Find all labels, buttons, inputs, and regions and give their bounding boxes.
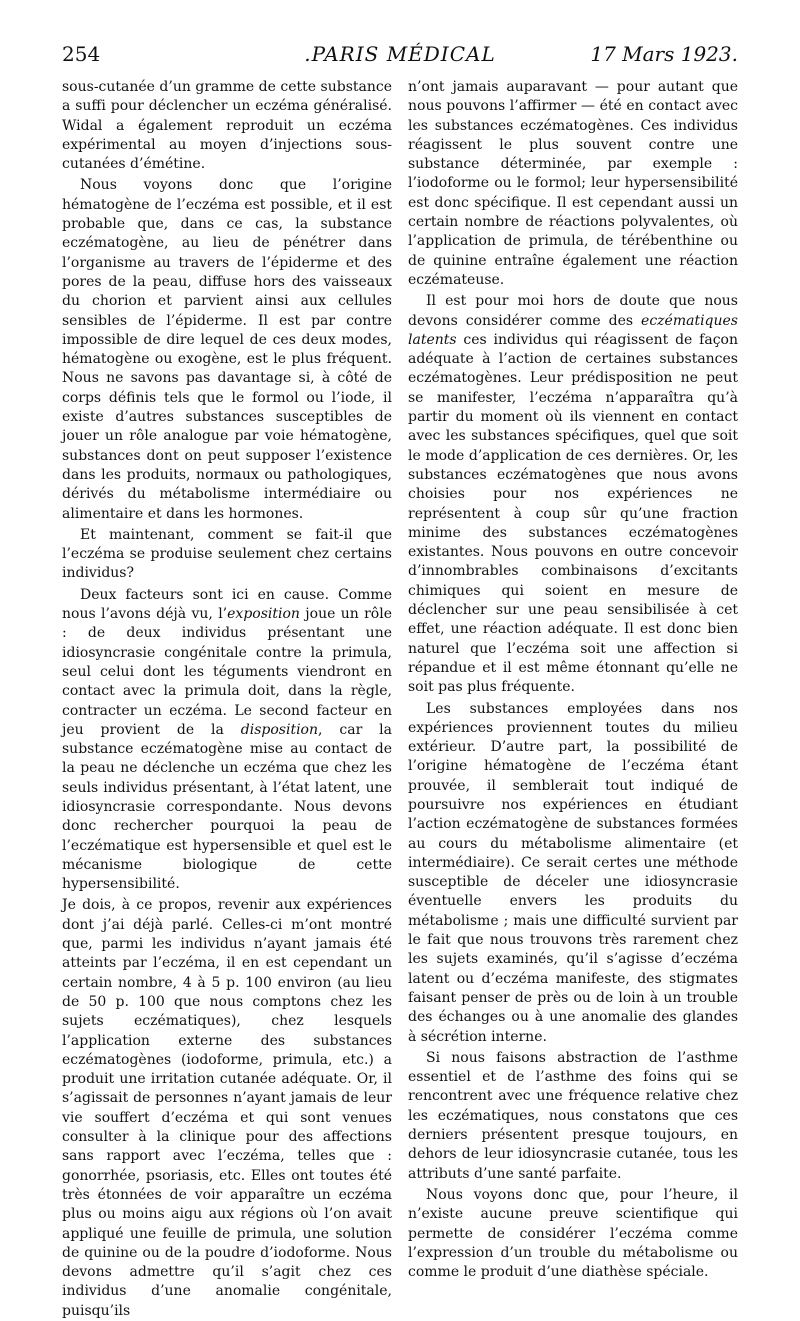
- paragraph: [408, 1049, 738, 1184]
- paragraph: [62, 176, 392, 523]
- issue-date: 17 Mars 1923.: [590, 42, 738, 66]
- text-run: sous-cutanée d’un gramme de cette substance a suffi pour déclencher un eczéma généralisé. Widal a également reproduit un eczéma expérimental au moyen d’injections sous-cutanées d’émétine.: [62, 79, 392, 173]
- paragraph: [408, 292, 738, 697]
- journal-title: .PARIS MÉDICAL: [304, 42, 496, 66]
- paragraph: [408, 700, 738, 1047]
- paragraph: [62, 896, 392, 1321]
- text-run: Les substances employées dans nos expériences proviennent toutes du milieu extérieur. D’autre part, la possibilité de l’origine hématogène de l’eczéma étant prouvée, il semblerait tout indiqué de poursuivre nos expériences en étudiant l’action eczématogène de substances formées au cours du métabolisme alimentaire (et intermédiaire). Ce serait certes une méthode susceptible de déceler une idiosyncrasie éventuelle envers les produits du métabolisme ; mais une difficulté survient par le fait que nous trouvons très rarement chez les sujets examinés, qu’il s’agisse d’eczéma latent ou d’eczéma manifeste, des stigmates faisant penser de près ou de loin à un trouble des échanges ou à une anomalie des glandes à sécrétion interne.: [408, 700, 738, 1045]
- text-run: Et maintenant, comment se fait-il que l’eczéma se produise seulement chez certains individus?: [62, 526, 392, 582]
- paragraph: [408, 78, 738, 290]
- page-number: 254: [62, 42, 101, 66]
- text-run: Deux facteurs sont ici en cause. Comme nous l’avons déjà vu, l’: [62, 586, 392, 623]
- left-column: [62, 78, 392, 1321]
- text-run: n’ont jamais auparavant — pour autant que nous pouvons l’affirmer — été en contact avec les substances eczématogènes. Ces individus réagissent le plus souvent contre une substance déterminée, par exemple : l’iodoforme ou le formol; leur hypersensibilité est donc spécifique. Il est cependant aussi un certain nombre de réactions polyvalentes, où l’application de primula, de térébenthine ou de quinine entraîne également une réaction eczémateuse.: [408, 79, 738, 288]
- text-run: ces individus qui réagissent de façon adéquate à l’action de certaines substances eczématogènes. Leur prédisposition ne peut se manifester, l’eczéma n’apparaîtra qu’à partir du moment où ils viennent en contact avec les substances spécifiques, quel que soit le mode d’application de ces dernières. Or, les substances eczématogènes que nous avons choisies pour nos expériences ne représentent à coup sûr qu’une fraction minime des substances eczématogènes existantes. Nous pouvons en outre concevoir d’innombrables combinaisons d’excitants chimiques qui soient en mesure de déclencher sur une peau sensibilisée à cet effet, une réaction adéquate. Il est donc bien naturel que l’eczéma soit une affection si répandue et il est même étonnant qu’elle ne soit pas plus fréquente.: [408, 331, 738, 696]
- text-run: Si nous faisons abstraction de l’asthme essentiel et de l’asthme des foins qui se rencontrent avec une fréquence relative chez les eczématiques, nous constatons que ces derniers présentent presque toujours, en dehors de leur idiosyncrasie cutanée, tous les attributs d’une santé parfaite.: [408, 1049, 738, 1182]
- paragraph: [62, 586, 392, 895]
- paragraph: [62, 526, 392, 584]
- page-header: [62, 42, 738, 72]
- italic-term: disposition: [240, 721, 319, 738]
- right-column: [408, 78, 738, 1282]
- text-run: Il est pour moi hors de doute que nous devons considérer comme des: [408, 293, 738, 329]
- paragraph: [408, 1186, 738, 1282]
- text-run: Je dois, à ce propos, revenir aux expériences dont j’ai déjà parlé. Celles-ci m’ont montré que, parmi les individus n’ayant jamais été atteints par l’eczéma, il en est cependant un certain nombre, 4 à 5 p. 100 environ (au lieu de 50 p. 100 que nous comptons chez les sujets eczématiques), chez lesquels l’application externe des substances eczématogènes (iodoforme, primula, etc.) a produit une irritation cutanée adéquate. Or, il s’agissait de personnes n’ayant jamais de leur vie souffert d’eczéma et qui sont venues consulter à la clinique pour des affections sans rapport avec l’eczéma, telles que : gonorrhée, psoriasis, etc. Elles ont toutes été très étonnées de voir apparaître un eczéma plus ou moins aigu aux régions où l’on avait appliqué une feuille de primula, une solution de quinine ou de la poudre d’iodoforme. Nous devons admettre qu’il s’agit chez ces individus d’une anomalie congénitale, puisqu’ils: [62, 897, 392, 1319]
- paragraph: [62, 78, 392, 174]
- text-run: Nous voyons donc que, pour l’heure, il n’existe aucune preuve scientifique qui permette de considérer l’eczéma comme l’expression d’un trouble du métabolisme ou comme le produit d’une diathèse spéciale.: [408, 1186, 738, 1281]
- text-run: Nous voyons donc que l’origine hématogène de l’eczéma est possible, et il est probable que, dans ce cas, la substance eczématogène, au lieu de pénétrer dans l’organisme au travers de l’épiderme et des pores de la peau, diffuse hors des vaisseaux du chorion et parvient ainsi aux cellules sensibles de l’épiderme. Il est par contre impossible de dire lequel de ces deux modes, hématogène ou exogène, est le plus fréquent. Nous ne savons pas davantage si, à côté de corps définis tels que le formol ou l’iode, il existe d’autres substances susceptibles de jouer un rôle analogue par voie hématogène, substances dont on peut supposer l’existence dans les produits, normaux ou pathologiques, dérivés du métabolisme intermédiaire ou alimentaire et dans les hormones.: [62, 177, 392, 522]
- italic-term: eczématiques latents: [408, 312, 738, 348]
- text-run: joue un rôle : de deux individus présentant une idiosyncrasie congénitale contre la primula, seul celui dont les téguments viendront en contact avec la primula doit, dans la règle, contracter un eczéma. Le second facteur en jeu provient de la: [62, 606, 393, 738]
- text-run: , car la substance eczématogène mise au contact de la peau ne déclenche un eczéma que chez les seuls individus présentant, à l’état latent, une idiosyncrasie correspondante. Nous devons donc rechercher pourquoi la peau de l’eczématique est hypersensible et quel est le mécanisme biologique de cette hypersensibilité.: [62, 721, 392, 893]
- italic-term: exposition: [227, 606, 300, 623]
